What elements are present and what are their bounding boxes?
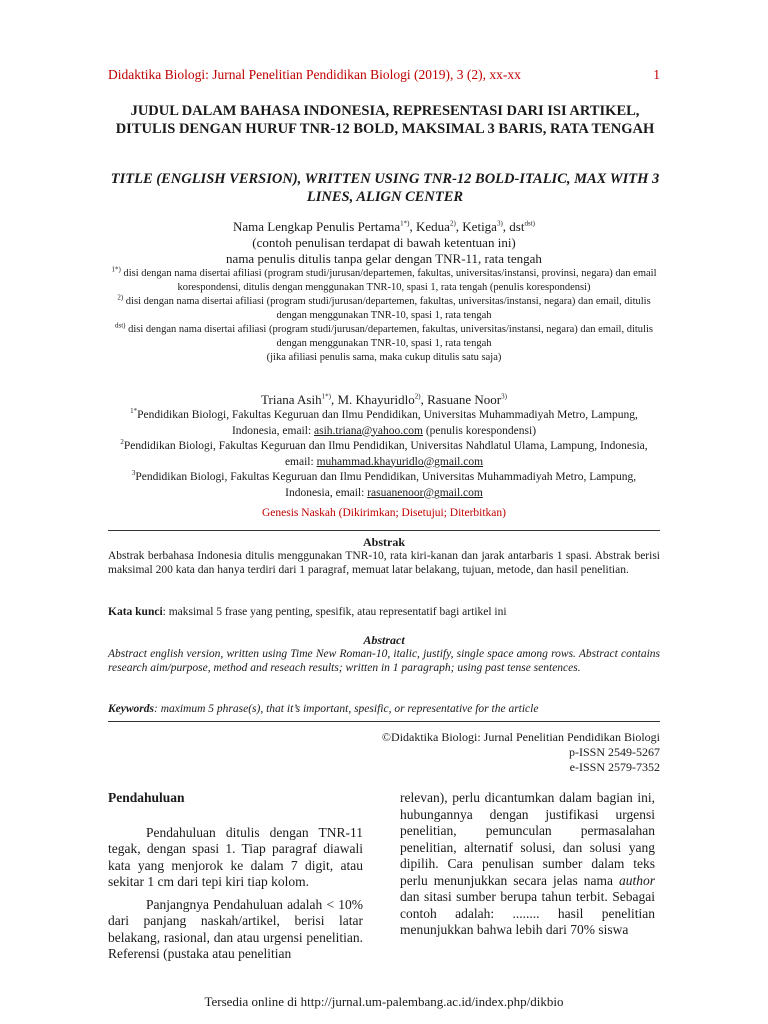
divider-top xyxy=(108,530,660,531)
affiliation-example-3-sup: dst) xyxy=(115,321,126,330)
email-link-3[interactable]: rasuanenoor@gmail.com xyxy=(367,486,483,499)
kata-kunci-line xyxy=(108,606,660,618)
author-example-4-sup: dst) xyxy=(524,219,535,228)
author-example-3-sup: 3) xyxy=(496,219,503,228)
column-right xyxy=(400,790,655,939)
abstract-body: Abstract english version, written using Time New Roman-10, italic, justify, single space among rows. Abstract contains research aim/purpose, method and reseach results; written in 1 paragraph; using past tense sentences. xyxy=(108,648,660,674)
running-head-journal: Didaktika Biologi: Jurnal Penelitian Pendidikan Biologi (2019), 3 (2), xx-xx xyxy=(108,67,521,82)
affiliation-example-3-text: disi dengan nama disertai afiliasi (program studi/jurusan/departemen, fakultas, universitas/instansi, negara) dan email, ditulis dengan menggunakan TNR-10, spasi 1, rata tengah xyxy=(125,324,653,349)
author-example-2: , Kedua xyxy=(409,219,450,234)
divider-bottom xyxy=(108,721,660,722)
intro-continued-part-2: dan sitasi sumber berupa tahun terbit. Sebagai contoh adalah: ........ hasil penelitian menunjukkan bahwa lebih dari 70% siswa xyxy=(400,889,655,937)
author-example-3: , Ketiga xyxy=(455,219,497,234)
affiliation-1-sup: 1* xyxy=(130,407,138,416)
intro-continued-part-1: relevan), perlu dicantumkan dalam bagian ini, hubungannya dengan justifikasi urgensi penelitian, pemunculan permasalahan penelitian, alternatif solusi, dan solusi yang dipilih. Cara penulisan sumber dalam teks perlu menunjukkan secara jelas nama xyxy=(400,790,655,888)
section-heading-pendahuluan: Pendahuluan xyxy=(108,790,185,805)
author-1-sup: 1*) xyxy=(321,392,331,401)
affiliation-2-sup: 2 xyxy=(120,438,124,447)
intro-paragraph-continued xyxy=(400,790,655,939)
column-left xyxy=(108,790,363,963)
genesis-line: Genesis Naskah (Dikirimkan; Disetujui; Diterbitkan) xyxy=(261,507,506,519)
affiliation-2 xyxy=(108,439,660,470)
affiliation-list xyxy=(108,408,660,501)
affiliation-2-text: Pendidikan Biologi, Fakultas Keguruan dan Ilmu Pendidikan, Universitas Nahdlatul Ulama, Lampung, Indonesia, email: xyxy=(123,440,648,468)
author-2: , M. Khayuridlo xyxy=(330,392,415,407)
email-link-1[interactable]: asih.triana@yahoo.com xyxy=(314,424,423,437)
author-3: , Rasuane Noor xyxy=(420,392,502,407)
keywords-label: Keywords xyxy=(108,703,154,715)
affiliation-example-block xyxy=(108,267,660,365)
running-head xyxy=(108,67,660,83)
author-2-sup: 2) xyxy=(414,392,421,401)
affiliation-3 xyxy=(108,470,660,501)
abstrak-body: Abstrak berbahasa Indonesia ditulis menggunakan TNR-10, rata kiri-kanan dan jarak antarbaris 1 spasi. Abstrak berisi maksimal 200 kata dan hanya terdiri dari 1 paragraf, memuat latar belakang, tujuan, metode, dan hasil penelitian. xyxy=(108,550,660,576)
title-english: TITLE (ENGLISH VERSION), WRITTEN USING TNR-12 BOLD-ITALIC, MAX WITH 3 LINES, ALIGN CENTER xyxy=(110,171,660,205)
author-example-note-2: nama penulis ditulis tanpa gelar dengan TNR-11, rata tengah xyxy=(226,251,542,266)
affiliation-3-text: Pendidikan Biologi, Fakultas Keguruan dan Ilmu Pendidikan, Universitas Muhammadiyah Metro, Lampung, Indonesia, email: xyxy=(135,471,637,499)
intro-paragraph-1: Pendahuluan ditulis dengan TNR-11 tegak, dengan spasi 1. Tiap paragraf diawali kata yang menjorok ke dalam 7 digit, atau sekitar 1 cm dari tepi kiri tiap kolom. xyxy=(108,824,363,889)
affiliation-1 xyxy=(108,408,660,439)
abstrak-heading: Abstrak xyxy=(362,535,405,549)
affiliation-1-text: Pendidikan Biologi, Fakultas Keguruan dan Ilmu Pendidikan, Universitas Muhammadiyah Metro, Lampung, Indonesia, email: xyxy=(137,409,638,437)
keywords-text: : maximum 5 phrase(s), that it’s important, spesific, or representative for the article xyxy=(154,703,539,715)
affiliation-example-note: (jika afiliasi penulis sama, maka cukup ditulis satu saja) xyxy=(266,352,502,363)
title-indonesian: JUDUL DALAM BAHASA INDONESIA, REPRESENTASI DARI ISI ARTIKEL, DITULIS DENGAN HURUF TNR-12 BOLD, MAKSIMAL 3 BARIS, RATA TENGAH xyxy=(115,103,655,137)
copyright-line: ©Didaktika Biologi: Jurnal Penelitian Pendidikan Biologi xyxy=(381,730,660,744)
author-example-4: , dst xyxy=(502,219,525,234)
author-1: Triana Asih xyxy=(261,392,322,407)
affiliation-example-1-sup: 1*) xyxy=(111,265,121,274)
intro-paragraph-2: Panjangnya Pendahuluan adalah < 10% dari panjang naskah/artikel, berisi latar belakang, rasional, dan atau urgensi penelitian. Referensi (pustaka atau penelitian xyxy=(108,896,363,961)
author-example-block xyxy=(108,219,660,267)
affiliation-example-1-text: disi dengan nama disertai afiliasi (program studi/jurusan/departemen, fakultas, universitas/instansi, provinsi, negara) dan email korespondensi, ditulis dengan menggunakan TNR-10, spasi 1, rata tengah (penulis korespondensi) xyxy=(120,268,657,293)
email-link-2[interactable]: muhammad.khayuridlo@gmail.com xyxy=(316,455,484,468)
footer-availability: Tersedia online di http://jurnal.um-palembang.ac.id/index.php/dikbio xyxy=(204,994,564,1009)
p-issn: p-ISSN 2549-5267 xyxy=(568,745,660,759)
author-3-sup: 3) xyxy=(501,392,507,401)
keywords-line xyxy=(108,703,660,715)
author-example-note-1: (contoh penulisan terdapat di bawah ketentuan ini) xyxy=(252,235,516,250)
author-list xyxy=(108,392,660,408)
author-example-line xyxy=(108,219,660,235)
affiliation-example-1 xyxy=(108,267,660,295)
kata-kunci-text: : maksimal 5 frase yang penting, spesifik, atau representatif bagi artikel ini xyxy=(162,606,507,618)
journal-info xyxy=(382,730,660,775)
affiliation-1-suffix: (penulis korespondensi) xyxy=(422,424,537,437)
affiliation-example-2-text: disi dengan nama disertai afiliasi (program studi/jurusan/departemen, fakultas, universitas/instansi, negara) dan email, ditulis dengan menggunakan TNR-10, spasi 1, rata tengah xyxy=(123,296,651,321)
affiliation-example-2-sup: 2) xyxy=(117,293,124,302)
abstract-heading: Abstract xyxy=(363,633,405,647)
intro-author-word: author xyxy=(618,872,655,888)
author-example-1: Nama Lengkap Penulis Pertama xyxy=(233,219,401,234)
page-number: 1 xyxy=(653,67,660,82)
affiliation-example-2 xyxy=(108,295,660,323)
affiliation-3-sup: 3 xyxy=(131,469,136,478)
kata-kunci-label: Kata kunci xyxy=(108,606,163,618)
e-issn: e-ISSN 2579-7352 xyxy=(569,760,660,774)
author-example-1-sup: 1*) xyxy=(400,219,410,228)
affiliation-example-3 xyxy=(108,323,660,351)
author-example-2-sup: 2) xyxy=(449,219,456,228)
